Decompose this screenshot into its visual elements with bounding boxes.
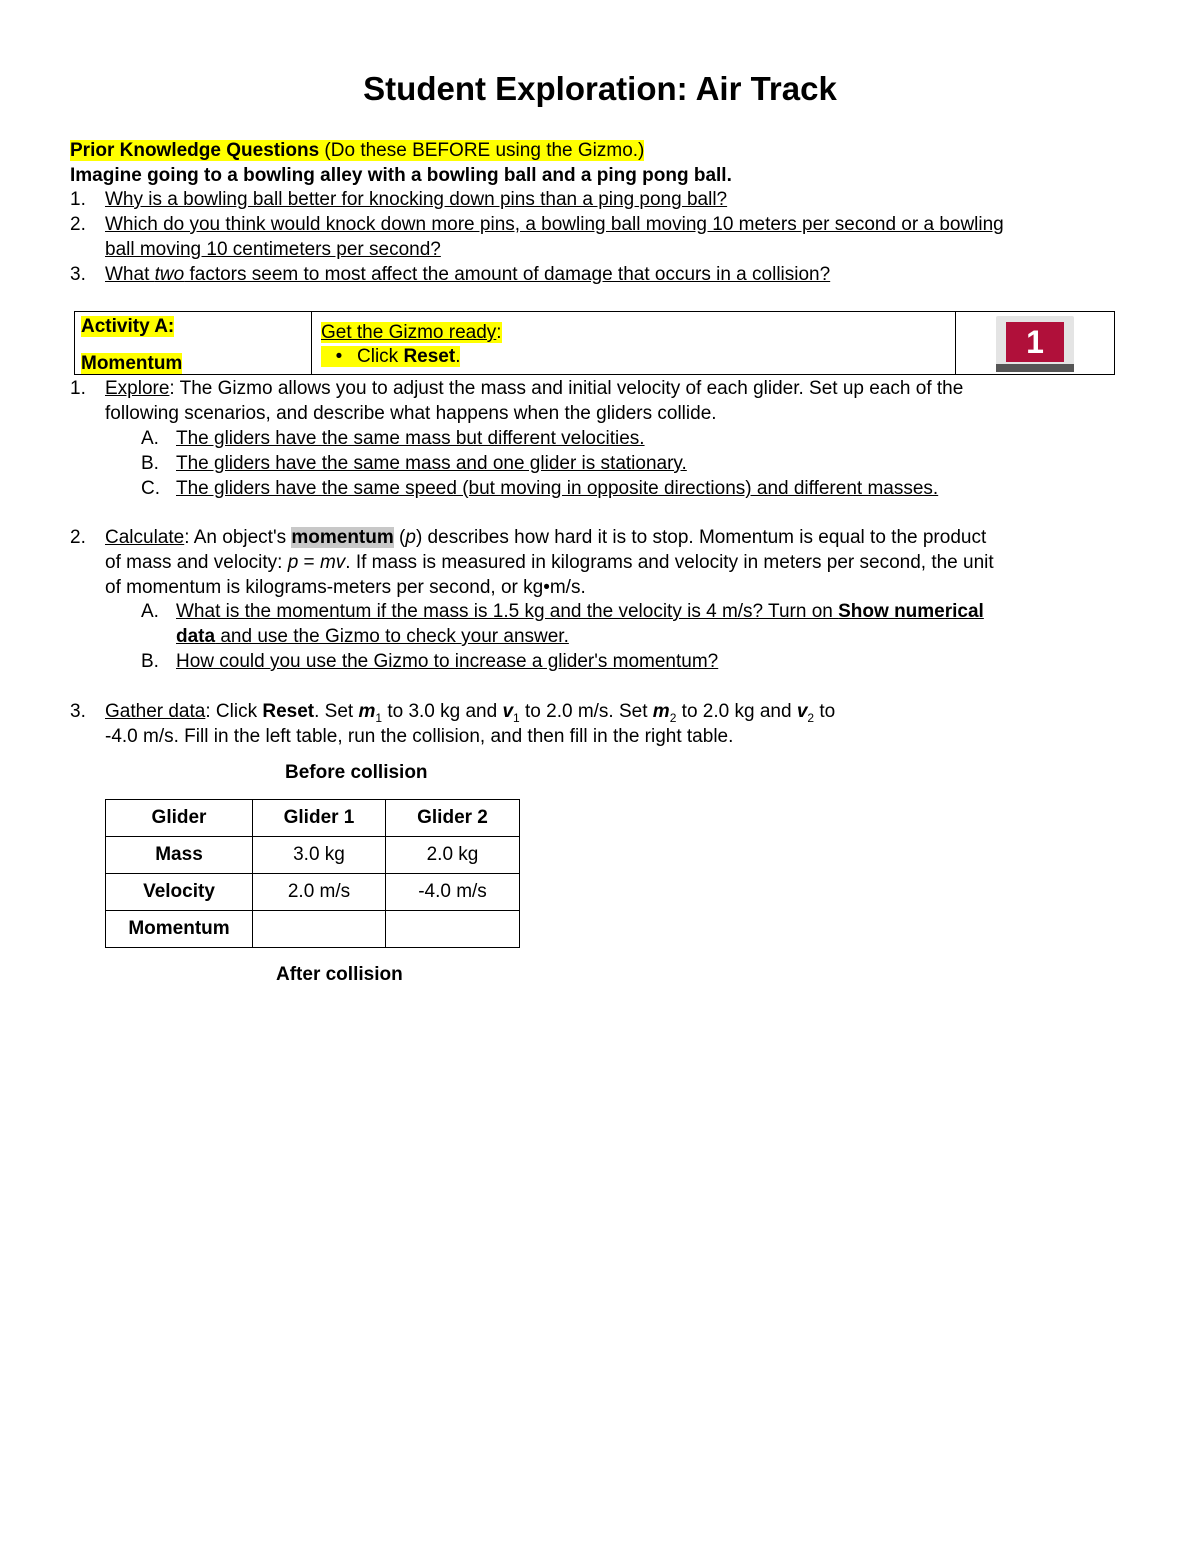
q1-subC-letter: C. — [141, 478, 160, 499]
prior-heading-rest: (Do these BEFORE using the Gizmo.) — [319, 140, 645, 161]
mass-glider-2[interactable]: 2.0 kg — [386, 837, 520, 874]
q1-line1: Explore: The Gizmo allows you to adjust the mass and initial velocity of each glider. Set up each of the — [105, 378, 964, 399]
prior-q3-number: 3. — [70, 264, 86, 285]
q2-subB-text: How could you use the Gizmo to increase a glider's momentum? — [176, 651, 719, 672]
header-glider-1: Glider 1 — [253, 800, 386, 837]
q1-line2: following scenarios, and describe what happens when the gliders collide. — [105, 403, 717, 424]
reset-label: Reset — [403, 346, 456, 367]
prior-q1-number: 1. — [70, 189, 86, 210]
prior-q2-text-line1: Which do you think would knock down more pins, a bowling ball moving 10 meters per second or a bowling — [105, 214, 1004, 235]
prior-q3-text: What two factors seem to most affect the amount of damage that occurs in a collision? — [105, 264, 831, 285]
badge-number: 1 — [1006, 322, 1064, 362]
q1-subA-text: The gliders have the same mass but different velocities. — [176, 428, 645, 449]
before-collision-caption: Before collision — [285, 762, 428, 783]
header-glider-2: Glider 2 — [386, 800, 520, 837]
prior-q2-text-line2: ball moving 10 centimeters per second? — [105, 239, 441, 260]
q3-line1: Gather data: Click Reset. Set $m_1$ to 3.0 kg and $v_1$ to 2.0 m/s. Set $m_2$ to 2.0 kg and $v_2$ to — [105, 701, 836, 725]
gizmo-ready-line: Get the Gizmo ready: — [321, 322, 502, 343]
q2-label: Calculate — [105, 527, 185, 548]
prior-q2-number: 2. — [70, 214, 86, 235]
momentum-term: momentum — [291, 527, 394, 548]
after-collision-caption: After collision — [276, 964, 403, 985]
q3-line2: -4.0 m/s. Fill in the left table, run the collision, and then fill in the right table. — [105, 726, 734, 747]
imagine-line: Imagine going to a bowling alley with a bowling ball and a ping pong ball. — [70, 165, 732, 186]
q2-line1: Calculate: An object's momentum (p) describes how hard it is to stop. Momentum is equal to the product — [105, 527, 987, 548]
row-label-velocity: Velocity — [106, 874, 253, 911]
q1-label: Explore — [105, 378, 170, 399]
activity-label-line1: Activity A: — [81, 316, 175, 337]
q2-subA-line2: data and use the Gizmo to check your answer. — [176, 626, 569, 647]
header-glider: Glider — [106, 800, 253, 837]
activity-number-badge — [996, 316, 1074, 372]
prior-heading — [70, 139, 644, 163]
row-label-mass: Mass — [106, 837, 253, 874]
q1-subB-letter: B. — [141, 453, 159, 474]
velocity-glider-2[interactable]: -4.0 m/s — [386, 874, 520, 911]
click-reset-line: • Click Reset. — [321, 345, 460, 369]
q1-subC-text: The gliders have the same speed (but moving in opposite directions) and different masses. — [176, 478, 939, 499]
activity-badge-cell — [956, 312, 1116, 374]
prior-heading-bold: Prior Knowledge Questions — [70, 140, 320, 161]
q3-label: Gather data — [105, 701, 206, 722]
table-row-velocity — [106, 874, 520, 911]
momentum-glider-2[interactable] — [386, 911, 520, 948]
q1-subA-letter: A. — [141, 428, 159, 449]
q2-subB-letter: B. — [141, 651, 159, 672]
gizmo-ready-text: Get the Gizmo ready — [321, 322, 497, 343]
q2-line2: of mass and velocity: p = mv. If mass is measured in kilograms and velocity in meters per second, the unit — [105, 552, 994, 573]
activity-label-line2: Momentum — [81, 353, 183, 374]
before-collision-table — [105, 799, 520, 948]
q2-subA-letter: A. — [141, 601, 159, 622]
q1-subB-text: The gliders have the same mass and one glider is stationary. — [176, 453, 687, 474]
momentum-glider-1[interactable] — [253, 911, 386, 948]
velocity-glider-1[interactable]: 2.0 m/s — [253, 874, 386, 911]
table-header-row — [106, 800, 520, 837]
q2-number: 2. — [70, 527, 86, 548]
activity-header-box — [74, 311, 1115, 375]
q2-subA-line1: What is the momentum if the mass is 1.5 kg and the velocity is 4 m/s? Turn on Show numerical — [176, 601, 984, 622]
q1-number: 1. — [70, 378, 86, 399]
table-row-mass — [106, 837, 520, 874]
q3-number: 3. — [70, 701, 86, 722]
prior-q1-text: Why is a bowling ball better for knocking down pins than a ping pong ball? — [105, 189, 728, 210]
mass-glider-1[interactable]: 3.0 kg — [253, 837, 386, 874]
page-title: Student Exploration: Air Track — [363, 70, 837, 107]
table-row-momentum — [106, 911, 520, 948]
activity-label-cell — [75, 312, 312, 374]
activity-instructions-cell — [312, 312, 956, 374]
row-label-momentum: Momentum — [106, 911, 253, 948]
bullet: • — [335, 346, 343, 367]
q2-line3: of momentum is kilograms-meters per second, or kg•m/s. — [105, 577, 586, 598]
